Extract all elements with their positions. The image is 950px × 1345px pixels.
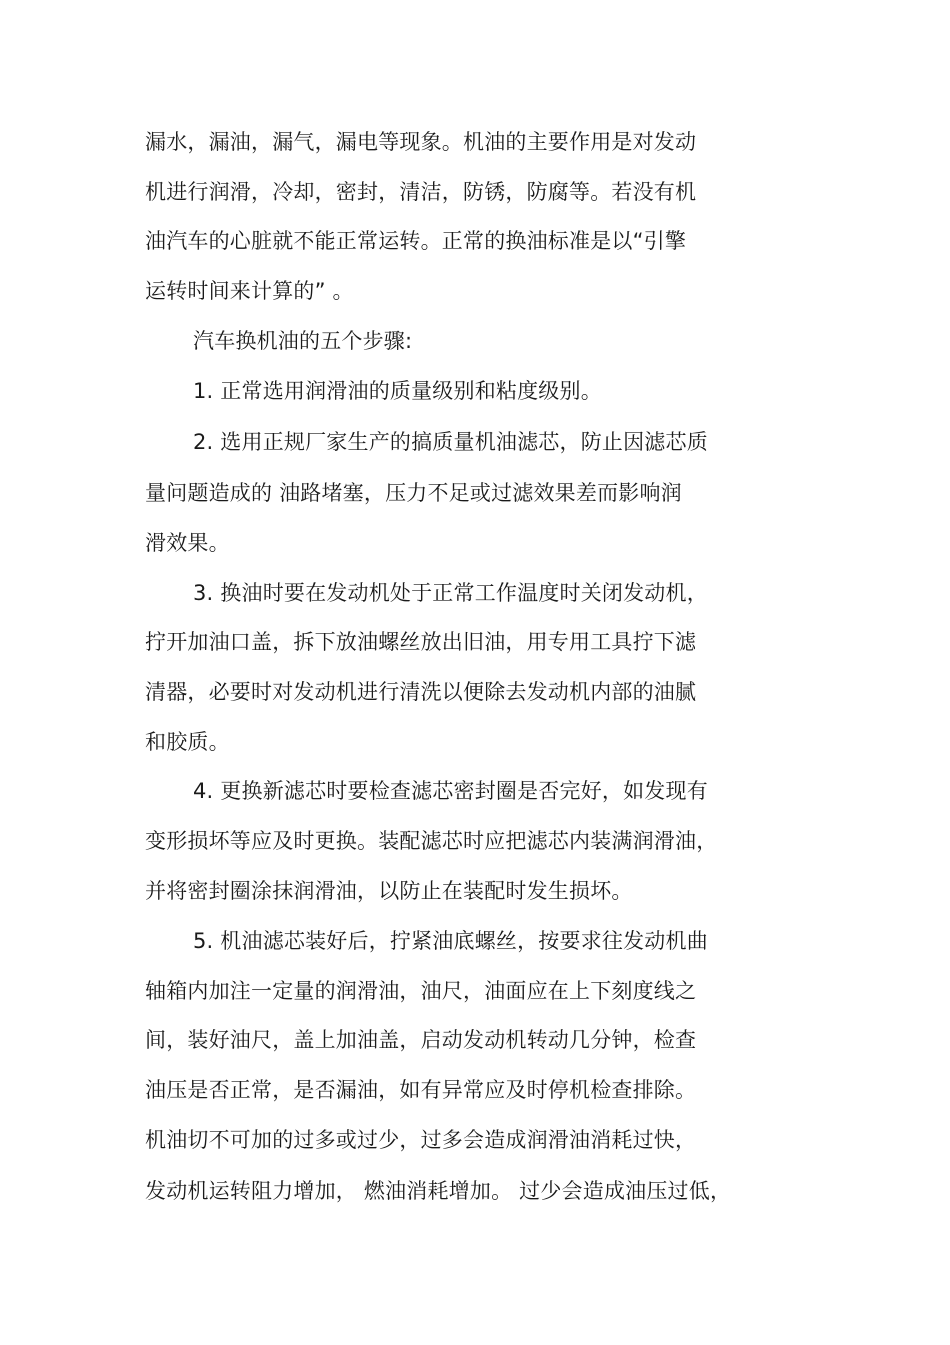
text-line: 拧开加油口盖，拆下放油螺丝放出旧油，用专用工具拧下滤 xyxy=(145,630,697,654)
text-line: 油汽车的心脏就不能正常运转。正常的换油标准是以“引擎 xyxy=(145,229,687,253)
text-line: 油压是否正常，是否漏油，如有异常应及时停机检查排除。 xyxy=(145,1078,697,1102)
list-item-step-2: 2. 选用正规厂家生产的搞质量机油滤芯，防止因滤芯质 xyxy=(193,430,708,454)
text-line: 量问题造成的 油路堵塞，压力不足或过滤效果差而影响润 xyxy=(145,481,682,505)
section-heading: 汽车换机油的五个步骤: xyxy=(193,329,413,353)
text-line: 轴箱内加注一定量的润滑油，油尺，油面应在上下刻度线之 xyxy=(145,979,697,1003)
text-line: 变形损坏等应及时更换。装配滤芯时应把滤芯内装满润滑油， xyxy=(145,829,718,853)
list-item-step-5: 5. 机油滤芯装好后，拧紧油底螺丝，按要求往发动机曲 xyxy=(193,929,708,953)
text-line: 发动机运转阻力增加， 燃油消耗增加。 过少会造成油压过低， xyxy=(145,1179,732,1203)
list-item-step-1: 1. 正常选用润滑油的质量级别和粘度级别。 xyxy=(193,379,602,403)
text-line: 滑效果。 xyxy=(145,531,230,555)
text-line: 和胶质。 xyxy=(145,730,230,754)
text-line: 漏水，漏油，漏气，漏电等现象。机油的主要作用是对发动 xyxy=(145,130,697,154)
text-line: 并将密封圈涂抹润滑油，以防止在装配时发生损坏。 xyxy=(145,879,633,903)
text-line: 运转时间来计算的” 。 xyxy=(145,279,354,303)
text-line: 机进行润滑，冷却，密封，清洁，防锈，防腐等。若没有机 xyxy=(145,180,697,204)
list-item-step-3: 3. 换油时要在发动机处于正常工作温度时关闭发动机， xyxy=(193,581,708,605)
text-line: 机油切不可加的过多或过少，过多会造成润滑油消耗过快， xyxy=(145,1128,697,1152)
text-line: 清器，必要时对发动机进行清洗以便除去发动机内部的油腻 xyxy=(145,680,697,704)
list-item-step-4: 4. 更换新滤芯时要检查滤芯密封圈是否完好，如发现有 xyxy=(193,779,708,803)
text-line: 间，装好油尺，盖上加油盖，启动发动机转动几分钟，检查 xyxy=(145,1028,697,1052)
